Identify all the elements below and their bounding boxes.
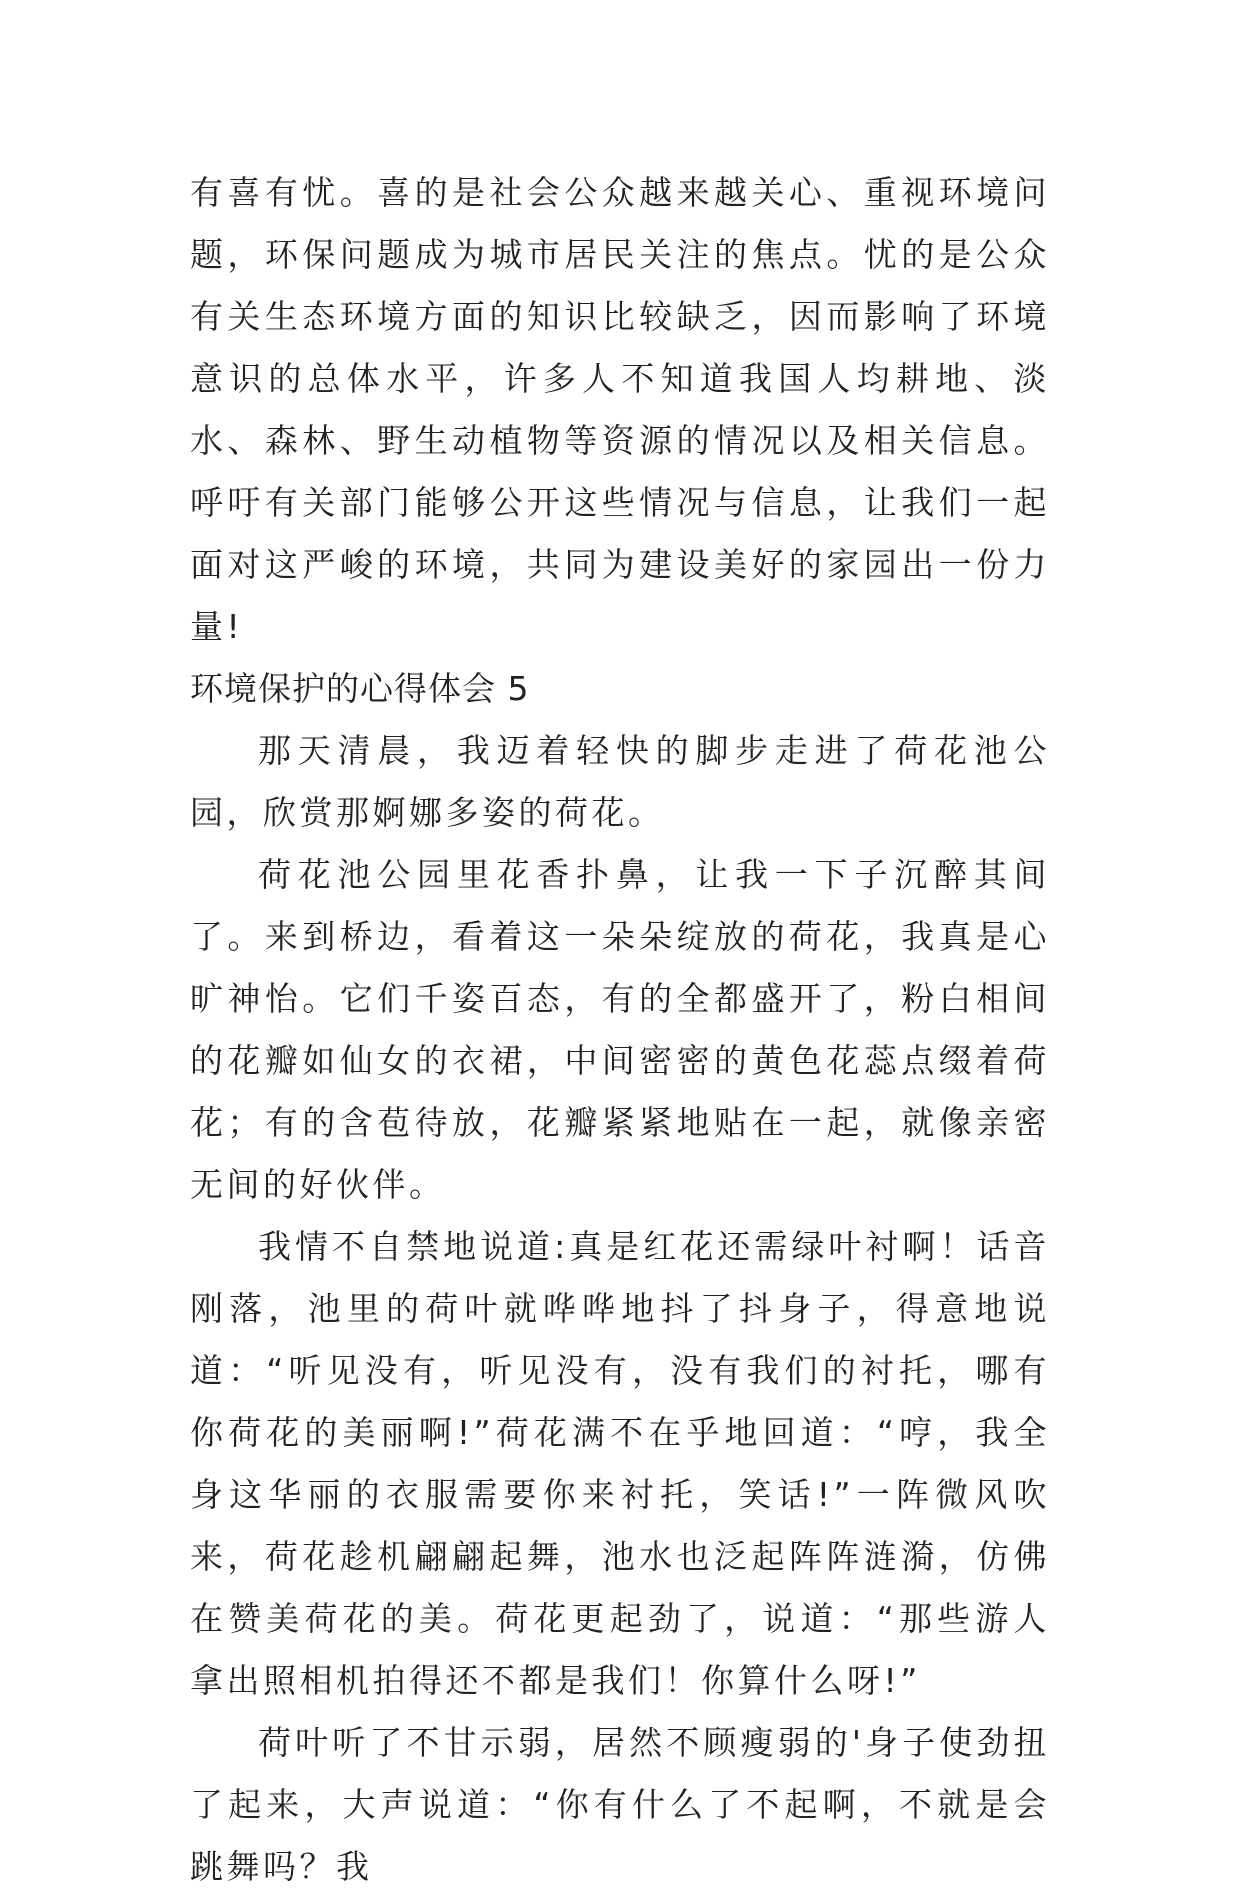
paragraph: 那天清晨，我迈着轻快的脚步走进了荷花池公园，欣赏那婀娜多姿的荷花。 xyxy=(190,731,1050,832)
paragraph-continued: 有喜有忧。喜的是社会公众越来越关心、重视环境问题，环保问题成为城市居民关注的焦点。忧的是公众有关生态环境方面的知识比较缺乏，因而影响了环境意识的总体水平，许多人不知道我国人均耕地、淡水、森林、野生动植物等资源的情况以及相关信息。呼吁有关部门能够公开这些情况与信息，让我们一起面对这严峻的环境，共同为建设美好的家园出一份力量! xyxy=(190,173,1050,646)
section-heading: 环境保护的心得体会 5 xyxy=(190,669,530,708)
document-body xyxy=(190,162,1050,1898)
paragraph: 荷叶听了不甘示弱，居然不顾瘦弱的'身子使劲扭了起来，大声说道：“你有什么了不起啊，不就是会跳舞吗？我 xyxy=(190,1723,1050,1886)
paragraph: 荷花池公园里花香扑鼻，让我一下子沉醉其间了。来到桥边，看着这一朵朵绽放的荷花，我真是心旷神怡。它们千姿百态，有的全都盛开了，粉白相间的花瓣如仙女的衣裙，中间密密的黄色花蕊点缀着荷花；有的含苞待放，花瓣紧紧地贴在一起，就像亲密无间的好伙伴。 xyxy=(190,855,1050,1204)
paragraph: 我情不自禁地说道:真是红花还需绿叶衬啊！话音刚落，池里的荷叶就哗哗地抖了抖身子，得意地说道：“听见没有，听见没有，没有我们的衬托，哪有你荷花的美丽啊!”荷花满不在乎地回道：“哼，我全身这华丽的衣服需要你来衬托，笑话!”一阵微风吹来，荷花趁机翩翩起舞，池水也泛起阵阵涟漪，仿佛在赞美荷花的美。荷花更起劲了，说道：“那些游人拿出照相机拍得还不都是我们！你算什么呀!” xyxy=(190,1227,1050,1700)
